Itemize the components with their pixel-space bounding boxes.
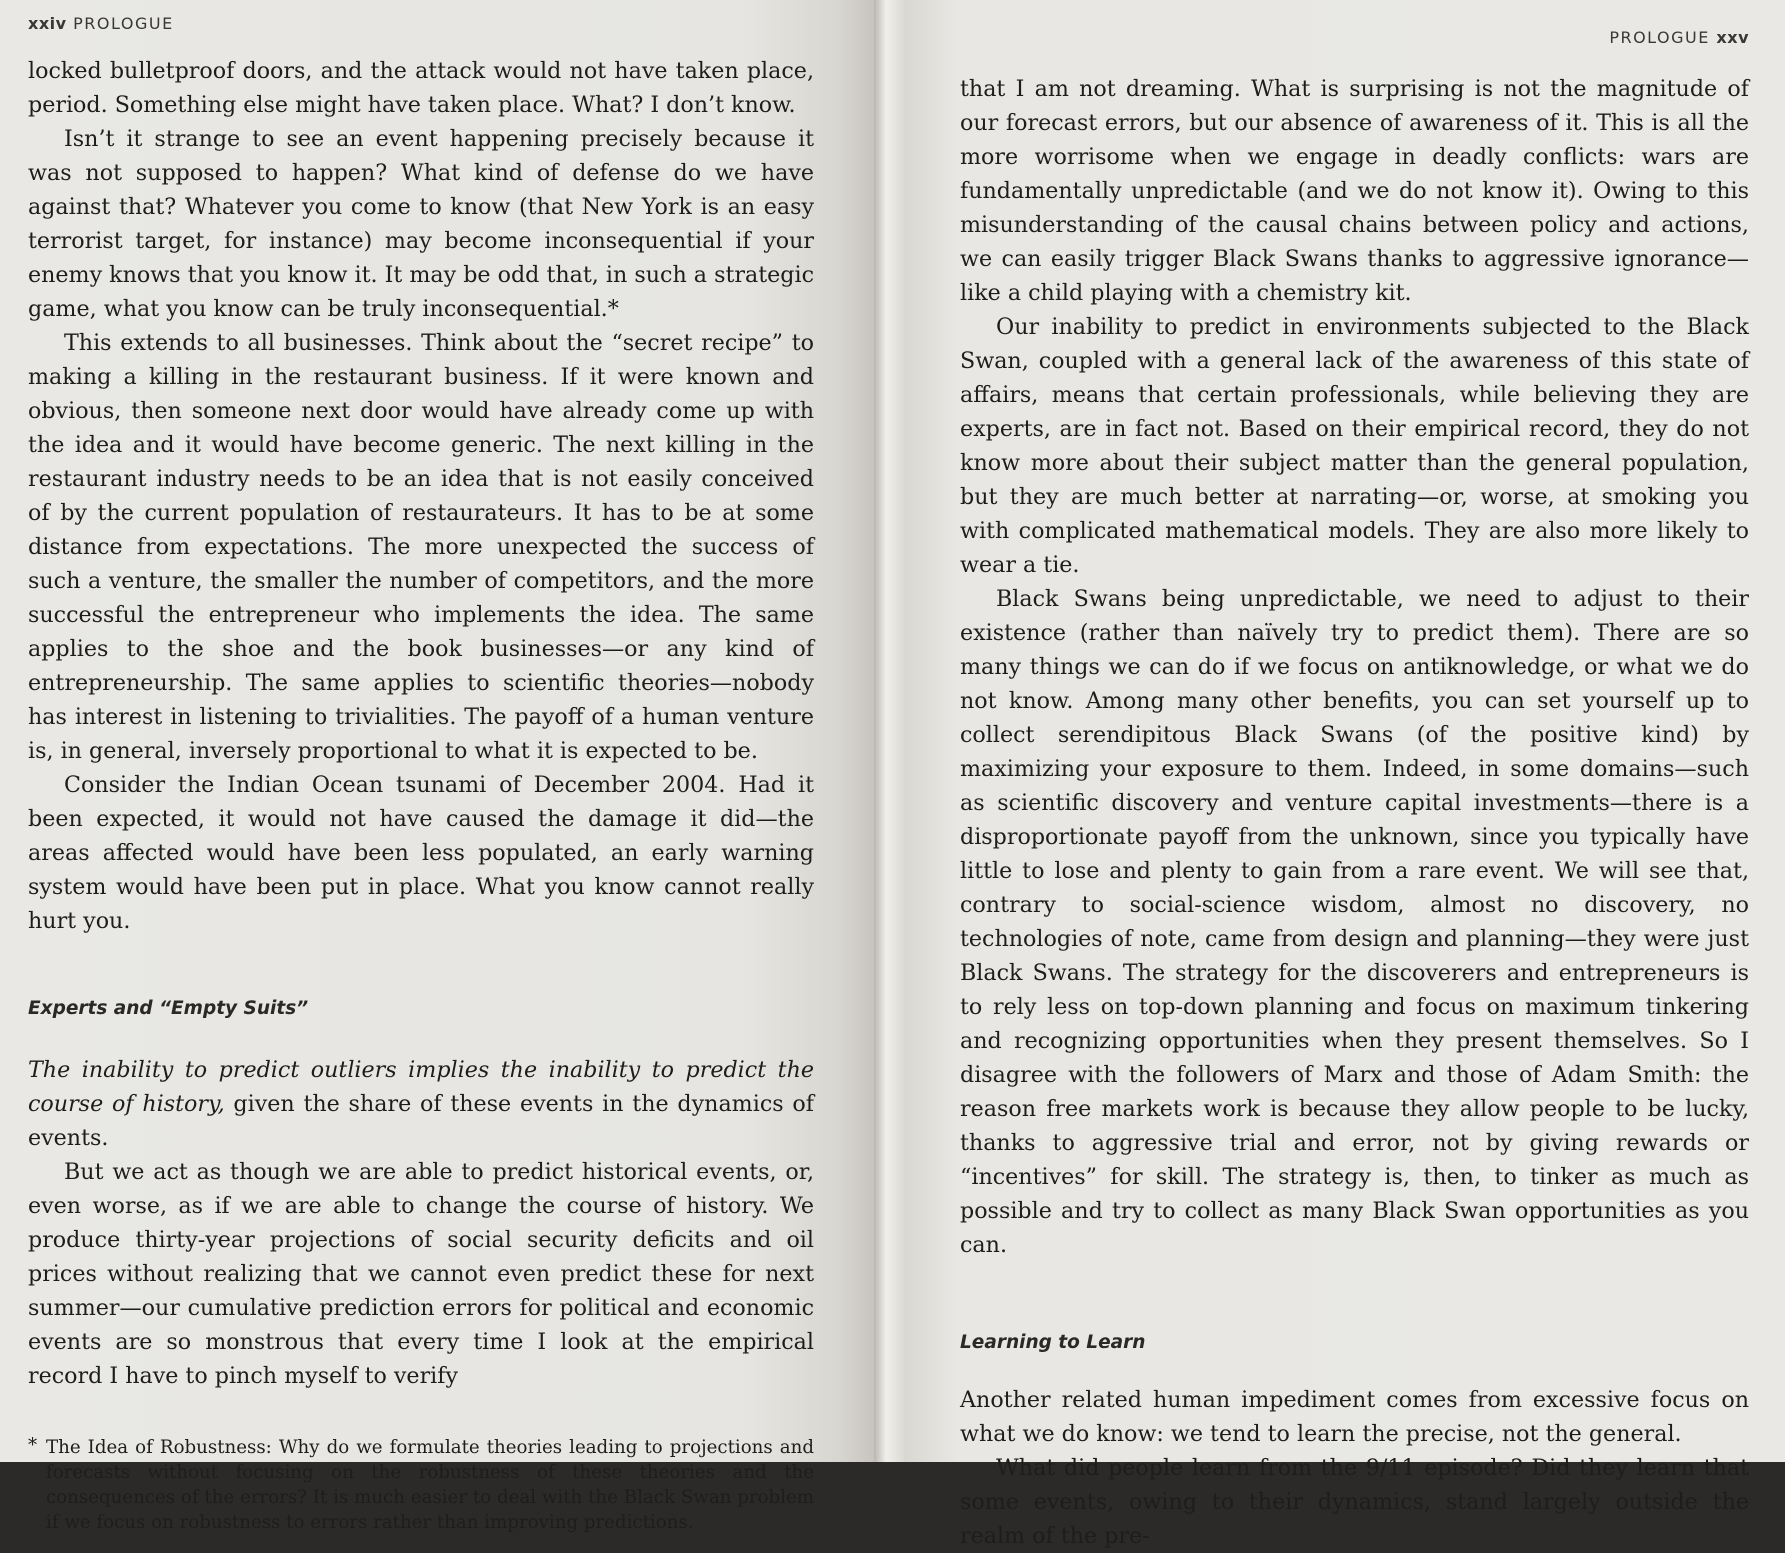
left-running-title: PROLOGUE <box>73 14 174 33</box>
section-heading-learning: Learning to Learn <box>960 1332 1146 1353</box>
footnote-text: The Idea of Robustness: Why do we formulate theories leading to projections and forecasts without focusing on the robustness of these theories and the consequences of the errors? It is much easier to deal with the Black Swan problem if we focus on robustness to errors rather than improving predictions. <box>46 1437 814 1533</box>
footnote-marker: * <box>28 1435 38 1456</box>
left-running-head <box>28 14 814 54</box>
paragraph: Isn’t it strange to see an event happening precisely because it was not supposed to happen? What kind of defense do we have against that? Whatever you come to know (that New York is an easy terrorist target, for instance) may become inconsequential if your enemy knows that you know it. It may be odd that, in such a strategic game, what you know can be truly inconsequential.* <box>28 126 814 322</box>
right-running-head <box>960 28 1749 64</box>
section-heading-experts: Experts and “Empty Suits” <box>28 998 309 1019</box>
right-page <box>904 0 1785 1549</box>
book-gutter <box>874 0 904 1462</box>
paragraph: But we act as though we are able to predict historical events, or, even worse, as if we are able to change the course of history. We produce thirty-year projections of social security deficits and oil prices without realizing that we cannot even predict these for next summer—our cumulative prediction errors for political and economic events are so monstrous that every time I look at the empirical record I have to pinch myself to verify <box>28 1159 814 1389</box>
right-body <box>960 72 1749 1553</box>
paragraph: Consider the Indian Ocean tsunami of December 2004. Had it been expected, it would not have caused the damage it did—the areas affected would have been less populated, an early warning system would have been put in place. What you know cannot really hurt you. <box>28 772 814 934</box>
paragraph: locked bulletproof doors, and the attack would not have taken place, period. Something else might have taken place. What? I don’t know. <box>28 58 814 118</box>
lead-rest-text: given the share of these events in the dynamics of events. <box>28 1091 814 1151</box>
paragraph: that I am not dreaming. What is surprising is not the magnitude of our forecast errors, but our absence of awareness of it. This is all the more worrisome when we engage in deadly conflicts: wars are fundamentally unpredictable (and we do not know it). Owing to this misunderstanding of the causal chains between policy and actions, we can easily trigger Black Swans thanks to aggressive ignorance—like a child playing with a chemistry kit. <box>960 76 1749 306</box>
paragraph: Our inability to predict in environments subjected to the Black Swan, coupled with a general lack of the awareness of this state of affairs, means that certain professionals, while believing they are experts, are in fact not. Based on their empirical record, they do not know more about their subject matter than the general population, but they are much better at narrating—or, worse, at smoking you with complicated mathematical models. They are also more likely to wear a tie. <box>960 314 1749 578</box>
paragraph: This extends to all businesses. Think about the “secret recipe” to making a killing in the restaurant business. If it were known and obvious, then someone next door would have already come up with the idea and it would have become generic. The next killing in the restaurant industry needs to be an idea that is not easily conceived of by the current population of restaurateurs. It has to be at some distance from expectations. The more unexpected the success of such a venture, the smaller the number of competitors, and the more successful the entrepreneur who implements the idea. The same applies to the shoe and the book businesses—or any kind of entrepreneurship. The same applies to scientific theories—nobody has interest in listening to trivialities. The payoff of a human venture is, in general, inversely proportional to what it is expected to be. <box>28 330 814 764</box>
left-folio: xxiv <box>28 14 67 33</box>
lead-paragraph <box>28 1053 814 1155</box>
paragraph: Black Swans being unpredictable, we need to adjust to their existence (rather than naïvely try to predict them). There are so many things we can do if we focus on antiknowledge, or what we do not know. Among many other benefits, you can set yourself up to collect serendipitous Black Swans (of the positive kind) by maximizing your exposure to them. Indeed, in some domains—such as scientific discovery and venture capital investments—there is a disproportionate payoff from the unknown, since you typically have little to lose and plenty to gain from a rare event. We will see that, contrary to social-science wisdom, almost no discovery, no technologies of note, came from design and planning—they were just Black Swans. The strategy for the discoverers and entrepreneurs is to rely less on top-down planning and focus on maximum tinkering and recognizing opportunities when they present themselves. So I disagree with the followers of Marx and those of Adam Smith: the reason free markets work is because they allow people to be lucky, thanks to aggressive trial and error, not by giving rewards or “incentives” for skill. The strategy is, then, to tinker as much as possible and try to collect as many Black Swan opportunities as you can. <box>960 586 1749 1258</box>
footnote <box>28 1435 814 1535</box>
left-body <box>28 54 814 1393</box>
right-running-title: PROLOGUE <box>1609 28 1710 47</box>
right-folio: xxv <box>1716 28 1749 47</box>
paragraph: Another related human impediment comes from excessive focus on what we do know: we tend to learn the precise, not the general. <box>960 1387 1749 1447</box>
lead-italic-text: The inability to predict outliers implies the inability to predict the course of history, <box>28 1057 814 1117</box>
left-page <box>0 0 874 1533</box>
paragraph: What did people learn from the 9/11 episode? Did they learn that some events, owing to their dynamics, stand largely outside the realm of the pre- <box>960 1455 1749 1549</box>
